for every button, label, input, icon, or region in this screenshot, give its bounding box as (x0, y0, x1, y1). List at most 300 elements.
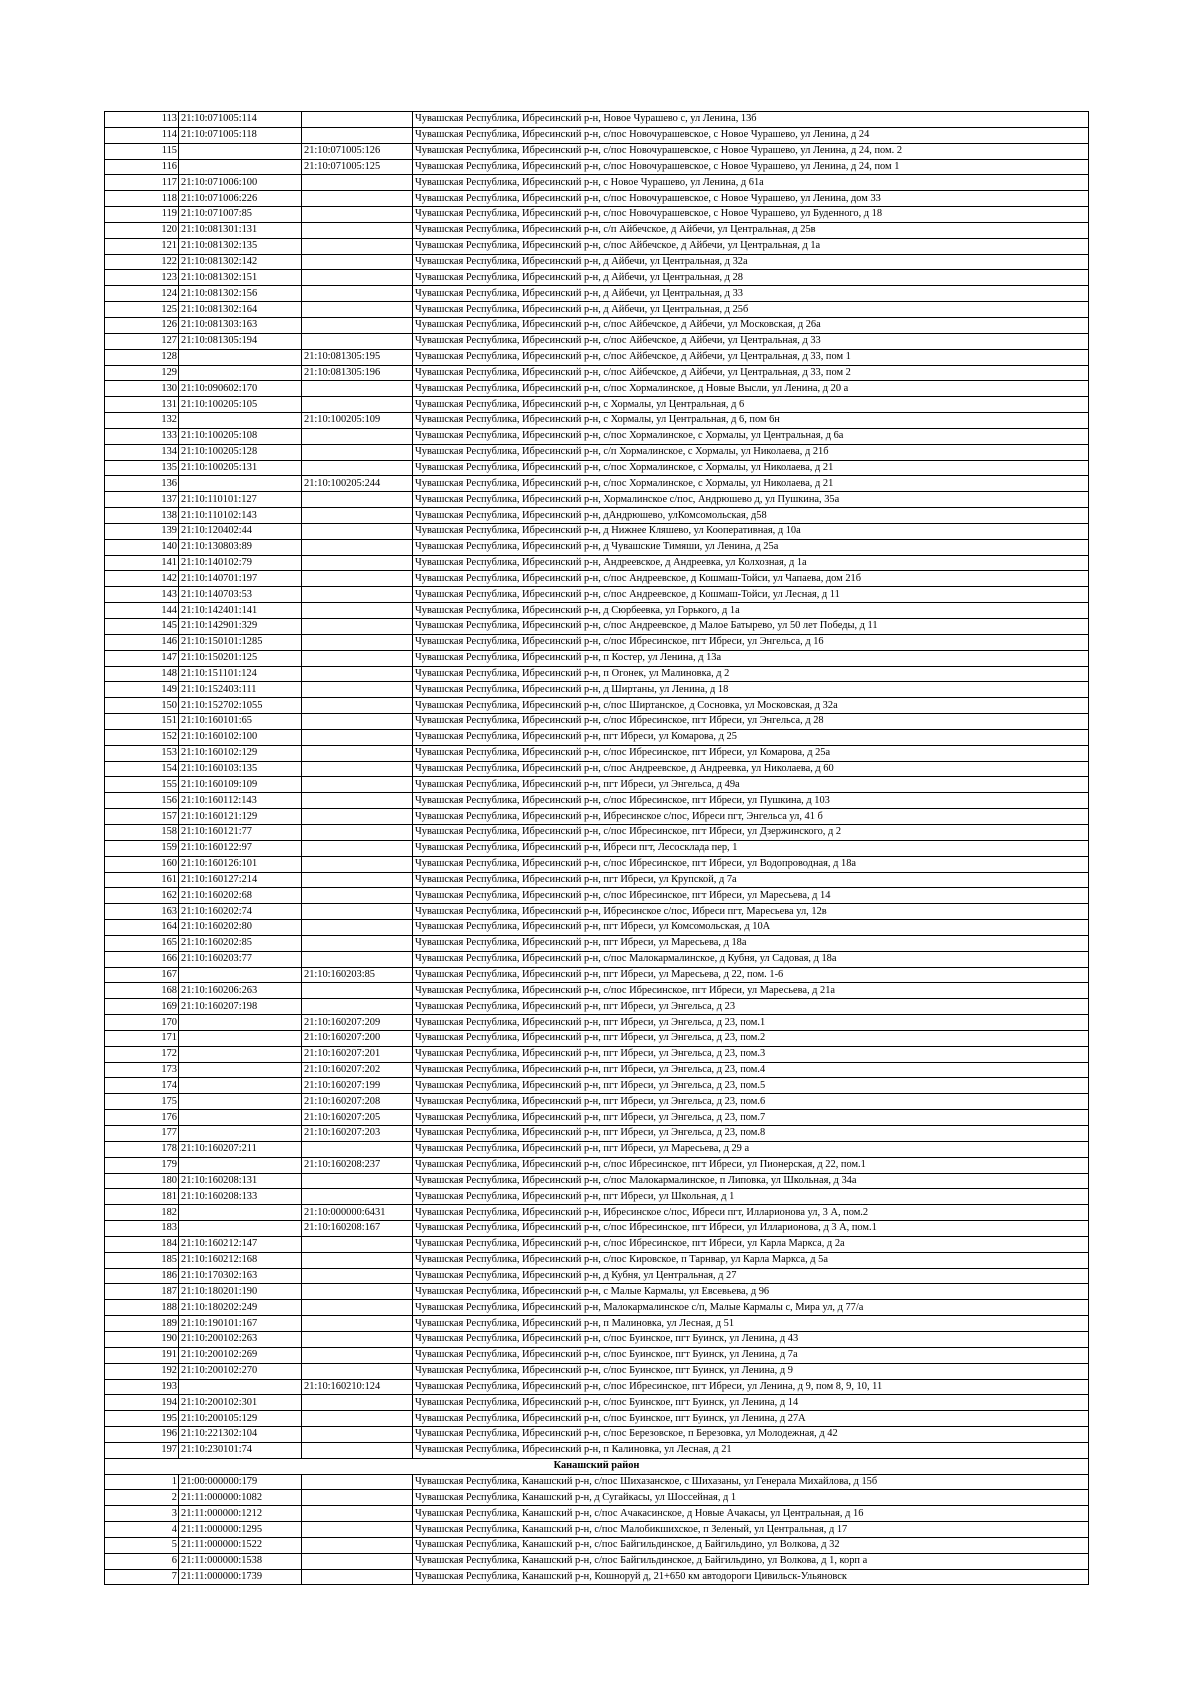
cadastral-number-cell: 21:10:081302:164 (179, 302, 302, 318)
premises-cadastral-number-cell (302, 1522, 413, 1538)
cadastral-number-cell: 21:10:100205:105 (179, 397, 302, 413)
address-cell: Чувашская Республика, Ибресинский р-н, пгт Ибреси, ул Энгельса, д 23, пом.5 (413, 1078, 1089, 1094)
cadastral-number-cell: 21:10:160207:211 (179, 1141, 302, 1157)
address-cell: Чувашская Республика, Ибресинский р-н, д Нижнее Кляшево, ул Кооперативная, д 10а (413, 523, 1089, 539)
address-cell: Чувашская Республика, Ибресинский р-н, с/пос Новочурашевское, с Новое Чурашево, ул Ленина, д 24, пом. 2 (413, 143, 1089, 159)
table-row (105, 1331, 1089, 1347)
address-cell: Чувашская Республика, Ибресинский р-н, с Хормалы, ул Центральная, д 6 (413, 397, 1089, 413)
cadastral-number-cell: 21:10:160212:147 (179, 1236, 302, 1252)
premises-cadastral-number-cell (302, 603, 413, 619)
address-cell: Чувашская Республика, Ибресинский р-н, пгт Ибреси, ул Энгельса, д 23, пом.8 (413, 1126, 1089, 1142)
table-row (105, 1062, 1089, 1078)
address-cell: Чувашская Республика, Ибресинский р-н, п Огонек, ул Малиновка, д 2 (413, 666, 1089, 682)
table-row (105, 1141, 1089, 1157)
premises-cadastral-number-cell (302, 951, 413, 967)
cadastral-number-cell: 21:10:100205:131 (179, 460, 302, 476)
address-cell: Чувашская Республика, Ибресинский р-н, с/пос Ибресинское, пгт Ибреси, ул Энгельса, д 16 (413, 634, 1089, 650)
row-number-cell: 124 (105, 286, 179, 302)
property-table-body (105, 112, 1089, 1585)
premises-cadastral-number-cell (302, 1537, 413, 1553)
cadastral-number-cell: 21:10:190101:167 (179, 1316, 302, 1332)
cadastral-number-cell: 21:10:081303:163 (179, 317, 302, 333)
cadastral-number-cell: 21:10:090602:170 (179, 381, 302, 397)
cadastral-number-cell: 21:10:160102:129 (179, 745, 302, 761)
address-cell: Чувашская Республика, Ибресинский р-н, с/п Хормалинское, с Хормалы, ул Николаева, д 21б (413, 444, 1089, 460)
table-row (105, 317, 1089, 333)
cadastral-number-cell: 21:10:160121:129 (179, 809, 302, 825)
premises-cadastral-number-cell (302, 682, 413, 698)
table-row (105, 539, 1089, 555)
address-cell: Чувашская Республика, Ибресинский р-н, пгт Ибреси, ул Маресьева, д 29 а (413, 1141, 1089, 1157)
premises-cadastral-number-cell: 21:10:071005:125 (302, 159, 413, 175)
cadastral-number-cell: 21:10:180202:249 (179, 1300, 302, 1316)
table-row (105, 460, 1089, 476)
row-number-cell: 174 (105, 1078, 179, 1094)
cadastral-number-cell: 21:10:200102:263 (179, 1331, 302, 1347)
property-table (104, 111, 1089, 1585)
table-row (105, 714, 1089, 730)
premises-cadastral-number-cell (302, 317, 413, 333)
cadastral-number-cell (179, 967, 302, 983)
table-row (105, 1110, 1089, 1126)
cadastral-number-cell: 21:10:160127:214 (179, 872, 302, 888)
row-number-cell: 166 (105, 951, 179, 967)
premises-cadastral-number-cell (302, 460, 413, 476)
cadastral-number-cell: 21:10:151101:124 (179, 666, 302, 682)
cadastral-number-cell: 21:10:170302:163 (179, 1268, 302, 1284)
address-cell: Чувашская Республика, Ибресинский р-н, с/пос Ибресинское, пгт Ибреси, ул Дзержинского, д 2 (413, 824, 1089, 840)
table-row (105, 634, 1089, 650)
row-number-cell: 178 (105, 1141, 179, 1157)
premises-cadastral-number-cell (302, 935, 413, 951)
cadastral-number-cell: 21:10:140102:79 (179, 555, 302, 571)
address-cell: Чувашская Республика, Ибресинский р-н, с/пос Андреевское, д Кошмаш-Тойси, ул Лесная, д 11 (413, 587, 1089, 603)
address-cell: Чувашская Республика, Ибресинский р-н, Малокармалинское с/п, Малые Кармалы с, Мира ул, д 77/а (413, 1300, 1089, 1316)
address-cell: Чувашская Республика, Ибресинский р-н, с/пос Малокармалинское, д Кубня, ул Садовая, д 18а (413, 951, 1089, 967)
table-row (105, 523, 1089, 539)
address-cell: Чувашская Республика, Ибресинский р-н, пгт Ибреси, ул Комсомольская, д 10А (413, 920, 1089, 936)
cadastral-number-cell: 21:10:200102:269 (179, 1347, 302, 1363)
row-number-cell: 155 (105, 777, 179, 793)
premises-cadastral-number-cell: 21:10:160207:199 (302, 1078, 413, 1094)
address-cell: Чувашская Республика, Ибресинский р-н, с/пос Буинское, пгт Буинск, ул Ленина, д 7а (413, 1347, 1089, 1363)
table-row (105, 682, 1089, 698)
table-row (105, 1157, 1089, 1173)
premises-cadastral-number-cell: 21:10:160207:201 (302, 1046, 413, 1062)
row-number-cell: 153 (105, 745, 179, 761)
premises-cadastral-number-cell (302, 523, 413, 539)
row-number-cell: 4 (105, 1522, 179, 1538)
premises-cadastral-number-cell (302, 761, 413, 777)
row-number-cell: 164 (105, 920, 179, 936)
premises-cadastral-number-cell (302, 444, 413, 460)
address-cell: Чувашская Республика, Ибресинский р-н, Ибресинское с/пос, Ибреси пгт, Энгельса ул, 41 б (413, 809, 1089, 825)
table-row (105, 1221, 1089, 1237)
row-number-cell: 138 (105, 508, 179, 524)
cadastral-number-cell (179, 1062, 302, 1078)
address-cell: Чувашская Республика, Ибресинский р-н, пгт Ибреси, ул Энгельса, д 23, пом.3 (413, 1046, 1089, 1062)
address-cell: Чувашская Республика, Канашский р-н, с/пос Шихазанское, с Шихазаны, ул Генерала Михайлова, д 15б (413, 1474, 1089, 1490)
premises-cadastral-number-cell (302, 1284, 413, 1300)
cadastral-number-cell (179, 1094, 302, 1110)
address-cell: Чувашская Республика, Ибресинский р-н, с/пос Кировское, п Тарнвар, ул Карла Маркса, д 5а (413, 1252, 1089, 1268)
table-row (105, 1474, 1089, 1490)
row-number-cell: 113 (105, 112, 179, 128)
row-number-cell: 149 (105, 682, 179, 698)
premises-cadastral-number-cell (302, 872, 413, 888)
cadastral-number-cell: 21:10:200102:270 (179, 1363, 302, 1379)
table-row (105, 1490, 1089, 1506)
table-row (105, 1284, 1089, 1300)
table-row (105, 1522, 1089, 1538)
address-cell: Чувашская Республика, Ибресинский р-н, с/пос Ибресинское, пгт Ибреси, ул Маресьева, д 14 (413, 888, 1089, 904)
cadastral-number-cell: 21:11:000000:1538 (179, 1553, 302, 1569)
table-row (105, 127, 1089, 143)
cadastral-number-cell: 21:10:152403:111 (179, 682, 302, 698)
cadastral-number-cell: 21:10:160202:68 (179, 888, 302, 904)
table-row (105, 1506, 1089, 1522)
address-cell: Чувашская Республика, Ибресинский р-н, с/пос Ибресинское, пгт Ибреси, ул Илларионова, д 3 А, пом.1 (413, 1221, 1089, 1237)
premises-cadastral-number-cell (302, 571, 413, 587)
table-row (105, 222, 1089, 238)
cadastral-number-cell: 21:10:160202:80 (179, 920, 302, 936)
premises-cadastral-number-cell (302, 175, 413, 191)
premises-cadastral-number-cell (302, 1490, 413, 1506)
table-row (105, 428, 1089, 444)
premises-cadastral-number-cell: 21:10:081305:196 (302, 365, 413, 381)
row-number-cell: 183 (105, 1221, 179, 1237)
address-cell: Чувашская Республика, Ибресинский р-н, пгт Ибреси, ул Комарова, д 25 (413, 729, 1089, 745)
address-cell: Чувашская Республика, Ибресинский р-н, д Айбечи, ул Центральная, д 32а (413, 254, 1089, 270)
row-number-cell: 143 (105, 587, 179, 603)
premises-cadastral-number-cell (302, 714, 413, 730)
address-cell: Чувашская Республика, Ибресинский р-н, Новое Чурашево с, ул Ленина, 13б (413, 112, 1089, 128)
table-row (105, 476, 1089, 492)
premises-cadastral-number-cell (302, 191, 413, 207)
address-cell: Чувашская Республика, Ибресинский р-н, с/пос Айбечское, д Айбечи, ул Центральная, д 33 (413, 333, 1089, 349)
row-number-cell: 176 (105, 1110, 179, 1126)
address-cell: Чувашская Республика, Канашский р-н, с/пос Малобикшихское, п Зеленый, ул Центральная, д 17 (413, 1522, 1089, 1538)
premises-cadastral-number-cell (302, 1427, 413, 1443)
table-row (105, 587, 1089, 603)
address-cell: Чувашская Республика, Ибресинский р-н, Хормалинское с/пос, Андрюшево д, ул Пушкина, 35а (413, 492, 1089, 508)
row-number-cell: 159 (105, 840, 179, 856)
address-cell: Чувашская Республика, Ибресинский р-н, с/пос Буинское, пгт Буинск, ул Ленина, д 27А (413, 1411, 1089, 1427)
premises-cadastral-number-cell (302, 428, 413, 444)
address-cell: Чувашская Республика, Ибресинский р-н, с/пос Ширтанское, д Сосновка, ул Московская, д 32а (413, 698, 1089, 714)
row-number-cell: 148 (105, 666, 179, 682)
cadastral-number-cell: 21:11:000000:1739 (179, 1569, 302, 1585)
table-row (105, 159, 1089, 175)
row-number-cell: 190 (105, 1331, 179, 1347)
table-row (105, 1252, 1089, 1268)
row-number-cell: 118 (105, 191, 179, 207)
cadastral-number-cell: 21:10:160103:135 (179, 761, 302, 777)
address-cell: Чувашская Республика, Ибресинский р-н, пгт Ибреси, ул Энгельса, д 23, пом.2 (413, 1030, 1089, 1046)
premises-cadastral-number-cell (302, 777, 413, 793)
address-cell: Чувашская Республика, Ибресинский р-н, пгт Ибреси, ул Маресьева, д 18а (413, 935, 1089, 951)
table-row (105, 1300, 1089, 1316)
premises-cadastral-number-cell: 21:10:100205:109 (302, 413, 413, 429)
table-row (105, 492, 1089, 508)
address-cell: Чувашская Республика, Канашский р-н, с/пос Ачакасинское, д Новые Ачакасы, ул Центральная, д 16 (413, 1506, 1089, 1522)
row-number-cell: 185 (105, 1252, 179, 1268)
address-cell: Чувашская Республика, Ибресинский р-н, с/пос Буинское, пгт Буинск, ул Ленина, д 14 (413, 1395, 1089, 1411)
premises-cadastral-number-cell (302, 539, 413, 555)
row-number-cell: 165 (105, 935, 179, 951)
row-number-cell: 173 (105, 1062, 179, 1078)
table-row (105, 1427, 1089, 1443)
address-cell: Чувашская Республика, Ибресинский р-н, с/пос Буинское, пгт Буинск, ул Ленина, д 43 (413, 1331, 1089, 1347)
address-cell: Чувашская Республика, Ибресинский р-н, с/пос Новочурашевское, с Новое Чурашево, ул Ленина, д 24 (413, 127, 1089, 143)
row-number-cell: 137 (105, 492, 179, 508)
cadastral-number-cell (179, 1126, 302, 1142)
premises-cadastral-number-cell (302, 302, 413, 318)
table-row (105, 254, 1089, 270)
premises-cadastral-number-cell (302, 1553, 413, 1569)
row-number-cell: 127 (105, 333, 179, 349)
premises-cadastral-number-cell: 21:10:160208:167 (302, 1221, 413, 1237)
premises-cadastral-number-cell (302, 634, 413, 650)
section-header-row (105, 1458, 1089, 1474)
row-number-cell: 195 (105, 1411, 179, 1427)
table-row (105, 951, 1089, 967)
row-number-cell: 154 (105, 761, 179, 777)
row-number-cell: 116 (105, 159, 179, 175)
premises-cadastral-number-cell (302, 824, 413, 840)
table-row (105, 603, 1089, 619)
premises-cadastral-number-cell (302, 492, 413, 508)
premises-cadastral-number-cell (302, 1506, 413, 1522)
premises-cadastral-number-cell (302, 666, 413, 682)
table-row (105, 1395, 1089, 1411)
premises-cadastral-number-cell (302, 1331, 413, 1347)
premises-cadastral-number-cell (302, 1189, 413, 1205)
row-number-cell: 184 (105, 1236, 179, 1252)
address-cell: Чувашская Республика, Ибресинский р-н, с/пос Айбечское, д Айбечи, ул Московская, д 26а (413, 317, 1089, 333)
address-cell: Чувашская Республика, Ибресинский р-н, д Кубня, ул Центральная, д 27 (413, 1268, 1089, 1284)
row-number-cell: 171 (105, 1030, 179, 1046)
table-row (105, 809, 1089, 825)
table-row (105, 698, 1089, 714)
row-number-cell: 188 (105, 1300, 179, 1316)
row-number-cell: 130 (105, 381, 179, 397)
table-row (105, 729, 1089, 745)
cadastral-number-cell: 21:10:150201:125 (179, 650, 302, 666)
premises-cadastral-number-cell (302, 238, 413, 254)
row-number-cell: 144 (105, 603, 179, 619)
row-number-cell: 128 (105, 349, 179, 365)
address-cell: Чувашская Республика, Ибресинский р-н, с/пос Айбечское, д Айбечи, ул Центральная, д 33, пом 2 (413, 365, 1089, 381)
table-row (105, 1094, 1089, 1110)
cadastral-number-cell: 21:10:110102:143 (179, 508, 302, 524)
address-cell: Чувашская Республика, Ибресинский р-н, пгт Ибреси, ул Школьная, д 1 (413, 1189, 1089, 1205)
table-row (105, 571, 1089, 587)
cadastral-number-cell: 21:10:120402:44 (179, 523, 302, 539)
premises-cadastral-number-cell (302, 222, 413, 238)
address-cell: Чувашская Республика, Ибресинский р-н, с Хормалы, ул Центральная, д 6, пом 6н (413, 413, 1089, 429)
premises-cadastral-number-cell (302, 1474, 413, 1490)
table-row (105, 999, 1089, 1015)
premises-cadastral-number-cell: 21:10:160207:208 (302, 1094, 413, 1110)
row-number-cell: 193 (105, 1379, 179, 1395)
address-cell: Чувашская Республика, Ибресинский р-н, с/пос Андреевское, д Кошмаш-Тойси, ул Чапаева, дом 21б (413, 571, 1089, 587)
cadastral-number-cell (179, 1379, 302, 1395)
cadastral-number-cell: 21:10:152702:1055 (179, 698, 302, 714)
cadastral-number-cell: 21:10:160121:77 (179, 824, 302, 840)
row-number-cell: 2 (105, 1490, 179, 1506)
cadastral-number-cell (179, 476, 302, 492)
table-row (105, 761, 1089, 777)
address-cell: Чувашская Республика, Ибресинский р-н, пгт Ибреси, ул Энгельса, д 23 (413, 999, 1089, 1015)
premises-cadastral-number-cell (302, 1411, 413, 1427)
premises-cadastral-number-cell: 21:10:160208:237 (302, 1157, 413, 1173)
table-row (105, 1569, 1089, 1585)
table-row (105, 1046, 1089, 1062)
table-row (105, 745, 1089, 761)
table-row (105, 920, 1089, 936)
table-row (105, 1379, 1089, 1395)
address-cell: Чувашская Республика, Ибресинский р-н, с/пос Буинское, пгт Буинск, ул Ленина, д 9 (413, 1363, 1089, 1379)
address-cell: Чувашская Республика, Канашский р-н, с/пос Байгильдинское, д Байгильдино, ул Волкова, д 32 (413, 1537, 1089, 1553)
cadastral-number-cell (179, 349, 302, 365)
cadastral-number-cell: 21:10:071005:118 (179, 127, 302, 143)
table-row (105, 508, 1089, 524)
address-cell: Чувашская Республика, Ибресинский р-н, пгт Ибреси, ул Энгельса, д 23, пом.1 (413, 1015, 1089, 1031)
row-number-cell: 119 (105, 207, 179, 223)
row-number-cell: 189 (105, 1316, 179, 1332)
table-row (105, 856, 1089, 872)
premises-cadastral-number-cell: 21:10:100205:244 (302, 476, 413, 492)
row-number-cell: 182 (105, 1205, 179, 1221)
premises-cadastral-number-cell: 21:10:160207:205 (302, 1110, 413, 1126)
cadastral-number-cell: 21:10:200105:129 (179, 1411, 302, 1427)
premises-cadastral-number-cell (302, 1141, 413, 1157)
table-row (105, 1126, 1089, 1142)
table-row (105, 349, 1089, 365)
cadastral-number-cell: 21:10:160112:143 (179, 793, 302, 809)
cadastral-number-cell: 21:10:130803:89 (179, 539, 302, 555)
premises-cadastral-number-cell (302, 1442, 413, 1458)
section-title: Канашский район (105, 1458, 1089, 1474)
row-number-cell: 169 (105, 999, 179, 1015)
cadastral-number-cell: 21:10:071006:226 (179, 191, 302, 207)
address-cell: Чувашская Республика, Ибресинский р-н, с/пос Новочурашевское, с Новое Чурашево, ул Ленина, д 24, пом 1 (413, 159, 1089, 175)
cadastral-number-cell: 21:10:081302:151 (179, 270, 302, 286)
premises-cadastral-number-cell (302, 1569, 413, 1585)
row-number-cell: 125 (105, 302, 179, 318)
premises-cadastral-number-cell (302, 381, 413, 397)
row-number-cell: 170 (105, 1015, 179, 1031)
row-number-cell: 163 (105, 904, 179, 920)
address-cell: Чувашская Республика, Ибресинский р-н, с/пос Ибресинское, пгт Ибреси, ул Карла Маркса, д 2а (413, 1236, 1089, 1252)
table-row (105, 619, 1089, 635)
table-row (105, 777, 1089, 793)
cadastral-number-cell (179, 413, 302, 429)
cadastral-number-cell: 21:10:160102:100 (179, 729, 302, 745)
cadastral-number-cell (179, 1030, 302, 1046)
premises-cadastral-number-cell (302, 333, 413, 349)
table-row (105, 143, 1089, 159)
cadastral-number-cell: 21:10:200102:301 (179, 1395, 302, 1411)
table-row (105, 1236, 1089, 1252)
address-cell: Чувашская Республика, Ибресинский р-н, д Айбечи, ул Центральная, д 28 (413, 270, 1089, 286)
cadastral-number-cell: 21:10:071006:100 (179, 175, 302, 191)
cadastral-number-cell (179, 1046, 302, 1062)
premises-cadastral-number-cell (302, 1268, 413, 1284)
cadastral-number-cell: 21:10:081302:156 (179, 286, 302, 302)
premises-cadastral-number-cell: 21:10:071005:126 (302, 143, 413, 159)
row-number-cell: 162 (105, 888, 179, 904)
table-row (105, 793, 1089, 809)
row-number-cell: 121 (105, 238, 179, 254)
table-row (105, 1205, 1089, 1221)
row-number-cell: 122 (105, 254, 179, 270)
table-row (105, 935, 1089, 951)
cadastral-number-cell: 21:10:180201:190 (179, 1284, 302, 1300)
cadastral-number-cell: 21:10:160207:198 (179, 999, 302, 1015)
cadastral-number-cell: 21:10:142401:141 (179, 603, 302, 619)
address-cell: Чувашская Республика, Ибресинский р-н, д Ширтаны, ул Ленина, д 18 (413, 682, 1089, 698)
table-row (105, 904, 1089, 920)
row-number-cell: 152 (105, 729, 179, 745)
row-number-cell: 132 (105, 413, 179, 429)
table-row (105, 1347, 1089, 1363)
row-number-cell: 142 (105, 571, 179, 587)
row-number-cell: 186 (105, 1268, 179, 1284)
table-row (105, 967, 1089, 983)
cadastral-number-cell: 21:10:100205:128 (179, 444, 302, 460)
cadastral-number-cell: 21:10:160202:85 (179, 935, 302, 951)
address-cell: Чувашская Республика, Ибресинский р-н, с/пос Айбечское, д Айбечи, ул Центральная, д 33, пом 1 (413, 349, 1089, 365)
premises-cadastral-number-cell: 21:10:081305:195 (302, 349, 413, 365)
premises-cadastral-number-cell: 21:10:160207:203 (302, 1126, 413, 1142)
premises-cadastral-number-cell (302, 1173, 413, 1189)
table-row (105, 1553, 1089, 1569)
table-row (105, 1411, 1089, 1427)
address-cell: Чувашская Республика, Ибресинский р-н, Андреевское, д Андреевка, ул Колхозная, д 1а (413, 555, 1089, 571)
row-number-cell: 135 (105, 460, 179, 476)
row-number-cell: 3 (105, 1506, 179, 1522)
address-cell: Чувашская Республика, Ибресинский р-н, с/пос Айбечское, д Айбечи, ул Центральная, д 1а (413, 238, 1089, 254)
row-number-cell: 131 (105, 397, 179, 413)
address-cell: Чувашская Республика, Ибресинский р-н, с/пос Ибресинское, пгт Ибреси, ул Пушкина, д 103 (413, 793, 1089, 809)
address-cell: Чувашская Республика, Ибресинский р-н, пгт Ибреси, ул Энгельса, д 23, пом.4 (413, 1062, 1089, 1078)
premises-cadastral-number-cell (302, 840, 413, 856)
cadastral-number-cell (179, 1015, 302, 1031)
address-cell: Чувашская Республика, Ибресинский р-н, дАндрюшево, улКомсомольская, д58 (413, 508, 1089, 524)
row-number-cell: 197 (105, 1442, 179, 1458)
table-row (105, 413, 1089, 429)
address-cell: Чувашская Республика, Ибресинский р-н, с/пос Хормалинское, с Хормалы, ул Николаева, д 21 (413, 476, 1089, 492)
cadastral-number-cell: 21:10:081305:194 (179, 333, 302, 349)
address-cell: Чувашская Республика, Ибресинский р-н, с/пос Андреевское, д Малое Батырево, ул 50 лет Победы, д 11 (413, 619, 1089, 635)
address-cell: Чувашская Республика, Ибресинский р-н, с/пос Ибресинское, пгт Ибреси, ул Маресьева, д 21а (413, 983, 1089, 999)
address-cell: Чувашская Республика, Ибресинский р-н, с/пос Андреевское, д Андреевка, ул Николаева, д 60 (413, 761, 1089, 777)
table-row (105, 1442, 1089, 1458)
premises-cadastral-number-cell (302, 920, 413, 936)
cadastral-number-cell: 21:10:160208:131 (179, 1173, 302, 1189)
table-row (105, 1268, 1089, 1284)
table-row (105, 824, 1089, 840)
table-row (105, 207, 1089, 223)
table-row (105, 1316, 1089, 1332)
table-row (105, 381, 1089, 397)
address-cell: Чувашская Республика, Ибресинский р-н, пгт Ибреси, ул Энгельса, д 23, пом.7 (413, 1110, 1089, 1126)
table-row (105, 1015, 1089, 1031)
premises-cadastral-number-cell (302, 286, 413, 302)
cadastral-number-cell: 21:10:230101:74 (179, 1442, 302, 1458)
